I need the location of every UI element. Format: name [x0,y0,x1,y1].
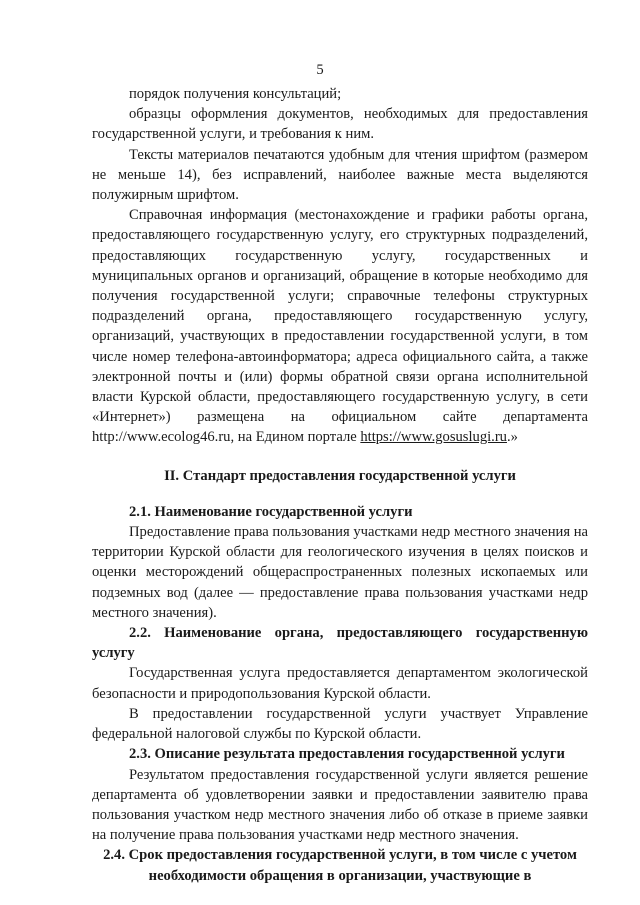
paragraph-font-requirements: Тексты материалов печатаются удобным для чтения шрифтом (размером не меньше 14), без исправлений, наиболее важные места выделяются полужирным шрифтом. [92,146,588,204]
reference-info-tail: .» [506,429,518,446]
subsection-2-3-title: 2.3. Описание результата предоставления государственной услуги [129,746,565,763]
paragraph-reference-info [92,205,588,447]
gosuslugi-link[interactable]: https://www.gosuslugi.ru [360,429,507,446]
subsection-2-1-title: 2.1. Наименование государственной услуги [129,503,413,520]
page-number: 5 [316,62,324,78]
subsection-2-4-title: 2.4. Срок предоставления государственной услуги, в том числе с учетом необходимости обращения в организации, участвующие в [103,847,577,884]
subsection-2-2-text-1: Государственная услуга предоставляется департаментом экологической безопасности и природопользования Курской области. [92,665,588,702]
subsection-2-1-text: Предоставление права пользования участками недр местного значения на территории Курской области для геологического изучения в целях поисков и оценки месторождений общераспространенных полезных ископаемых или подземных вод (далее — предоставление права пользования участками недр местного значения). [92,524,588,621]
subsection-2-3-text: Результатом предоставления государственной услуги является решение департамента об удовлетворении заявки и предоставлении заявителю права пользования участком недр местного значения либо об отказе в приеме заявки на получение права пользования участками недр местного значения. [92,766,588,844]
subsection-2-2-text-2: В предоставлении государственной услуги участвует Управление федеральной налоговой службы по Курской области. [92,705,588,743]
section-title: II. Стандарт предоставления государственной услуги [164,467,516,484]
paragraph-consultations: порядок получения консультаций; [129,86,342,102]
subsection-2-2-title: 2.2. Наименование органа, предоставляющего государственную услугу [92,625,588,662]
paragraph-document-samples: образцы оформления документов, необходимых для предоставления государственной услуги, и требования к ним. [92,106,588,143]
reference-info-text: Справочная информация (местонахождение и графики работы органа, предоставляющего государственную услугу, его структурных подразделений, предоставляющих государственную услугу, государственных и муниципальных органов и организаций, обращение в которые необходимо для получения государственной услуги; справочные телефоны структурных подразделений органа, предоставляющего государственную услугу, организаций, участвующих в предоставлении государственной услуги, в том числе номер телефона-автоинформатора; адреса официального сайта, а также электронной почты и (или) формы обратной связи органа исполнительной власти Курской области, предоставляющего государственную услугу, в сети «Интернет») размещена на официальном сайте департамента http://www.ecolog46.ru, на Едином портале [92,207,588,446]
